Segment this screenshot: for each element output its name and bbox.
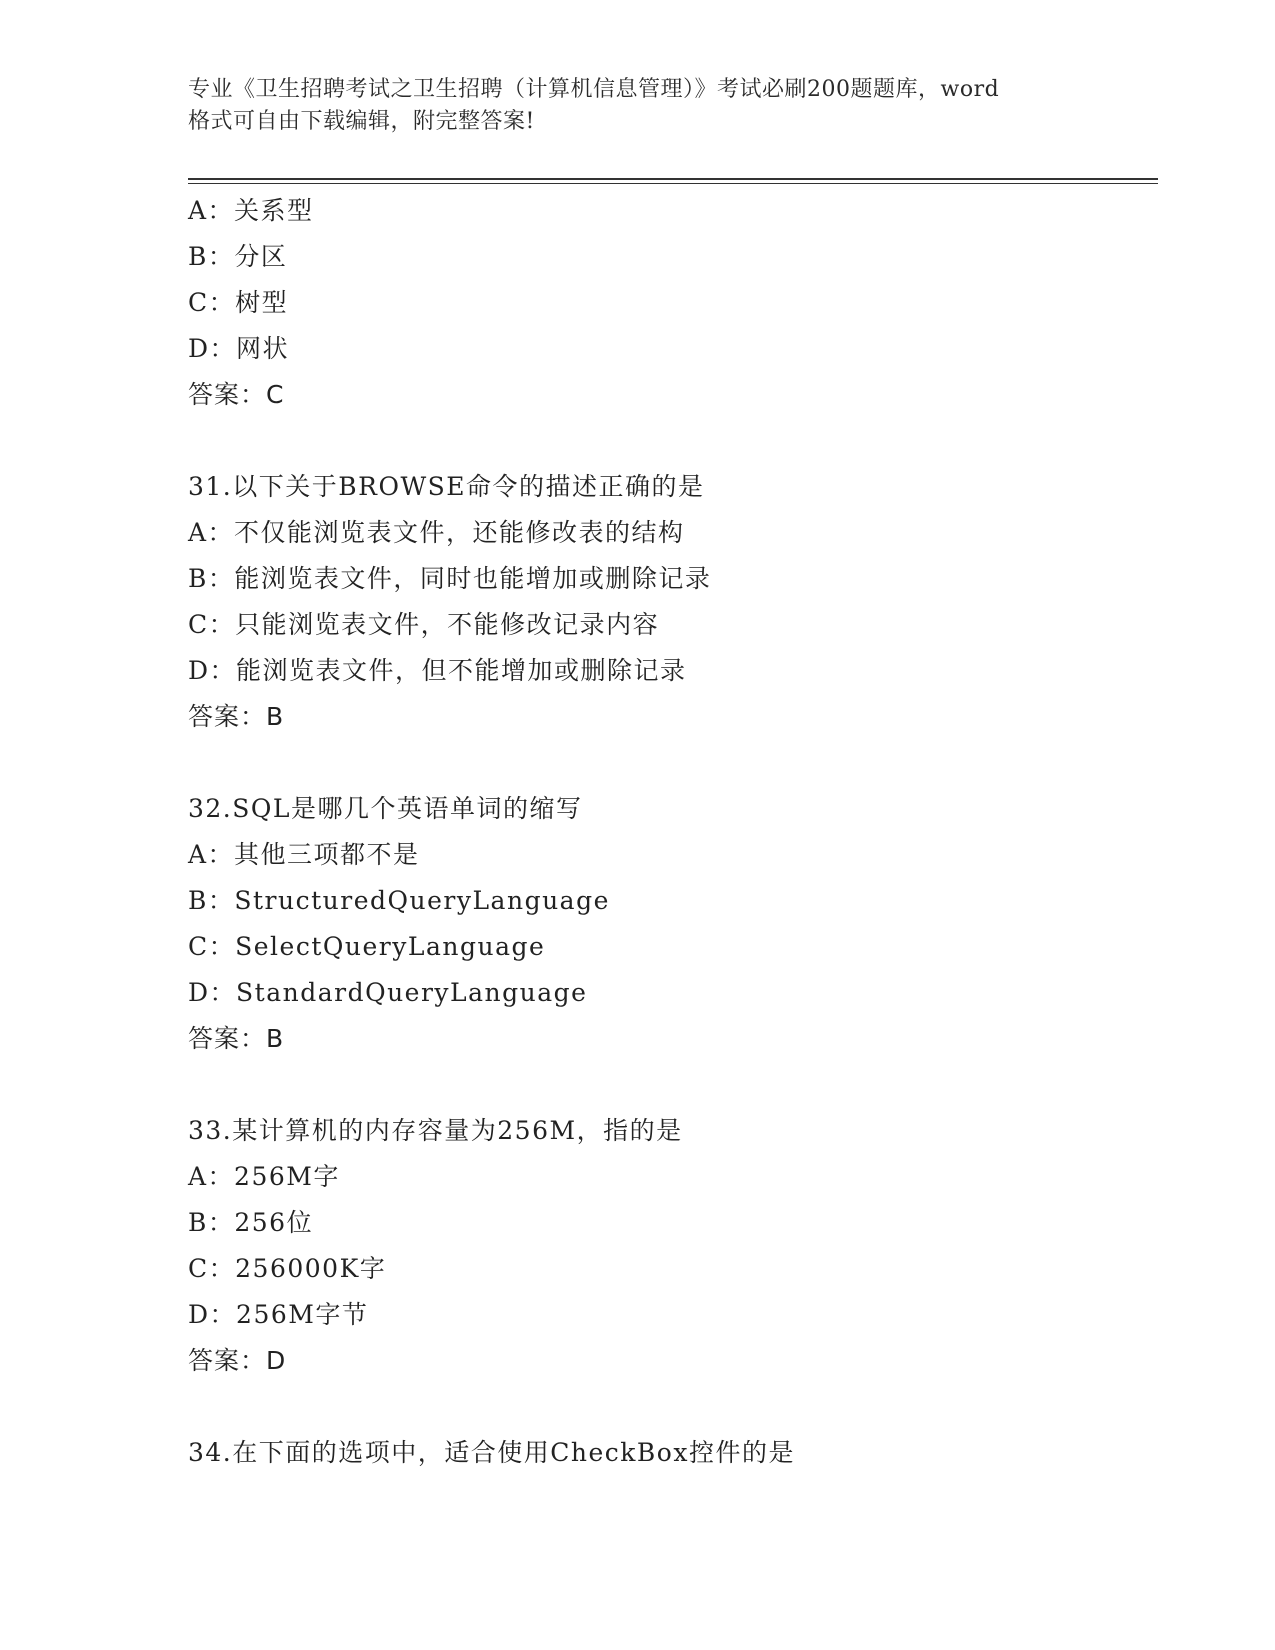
question-34-block (188, 1430, 1148, 1476)
spacer (188, 418, 1148, 464)
option-a: A：256M字 (188, 1162, 340, 1191)
option-d: D：256M字节 (188, 1300, 369, 1329)
spacer (188, 1384, 1148, 1430)
header-title-line-1: 专业《卫生招聘考试之卫生招聘（计算机信息管理）》考试必刷200题题库，word (188, 77, 1000, 102)
header-divider-thick (188, 178, 1158, 180)
option-b: B：能浏览表文件，同时也能增加或删除记录 (188, 564, 712, 593)
option-b: B：256位 (188, 1208, 314, 1237)
option-d: D：StandardQueryLanguage (188, 978, 588, 1007)
answer-line: 答案：C (188, 380, 285, 409)
answer-line: 答案：D (188, 1346, 287, 1375)
question-list (188, 188, 1148, 1476)
option-b: B：StructuredQueryLanguage (188, 886, 610, 915)
option-c: C：SelectQueryLanguage (188, 932, 546, 961)
question-31-block (188, 464, 1148, 740)
header-title-line-2: 格式可自由下载编辑，附完整答案! (188, 109, 535, 134)
option-c: C：树型 (188, 288, 289, 317)
question-32-block (188, 786, 1148, 1062)
question-text: 32.SQL是哪几个英语单词的缩写 (188, 794, 583, 823)
question-text: 31.以下关于BROWSE命令的描述正确的是 (188, 472, 705, 501)
question-30-block (188, 188, 1148, 418)
option-d: D：网状 (188, 334, 290, 363)
option-c: C：只能浏览表文件，不能修改记录内容 (188, 610, 660, 639)
question-text: 34.在下面的选项中，适合使用CheckBox控件的是 (188, 1438, 795, 1467)
answer-line: 答案：B (188, 702, 285, 731)
answer-line: 答案：B (188, 1024, 285, 1053)
option-a: A：关系型 (188, 196, 314, 225)
option-d: D：能浏览表文件，但不能增加或删除记录 (188, 656, 687, 685)
spacer (188, 1062, 1148, 1108)
question-33-block (188, 1108, 1148, 1384)
option-a: A：不仅能浏览表文件，还能修改表的结构 (188, 518, 685, 547)
option-b: B：分区 (188, 242, 288, 271)
document-header (188, 74, 1088, 138)
spacer (188, 740, 1148, 786)
question-text: 33.某计算机的内存容量为256M，指的是 (188, 1116, 683, 1145)
option-c: C：256000K字 (188, 1254, 387, 1283)
option-a: A：其他三项都不是 (188, 840, 420, 869)
header-divider-thin (188, 183, 1158, 184)
